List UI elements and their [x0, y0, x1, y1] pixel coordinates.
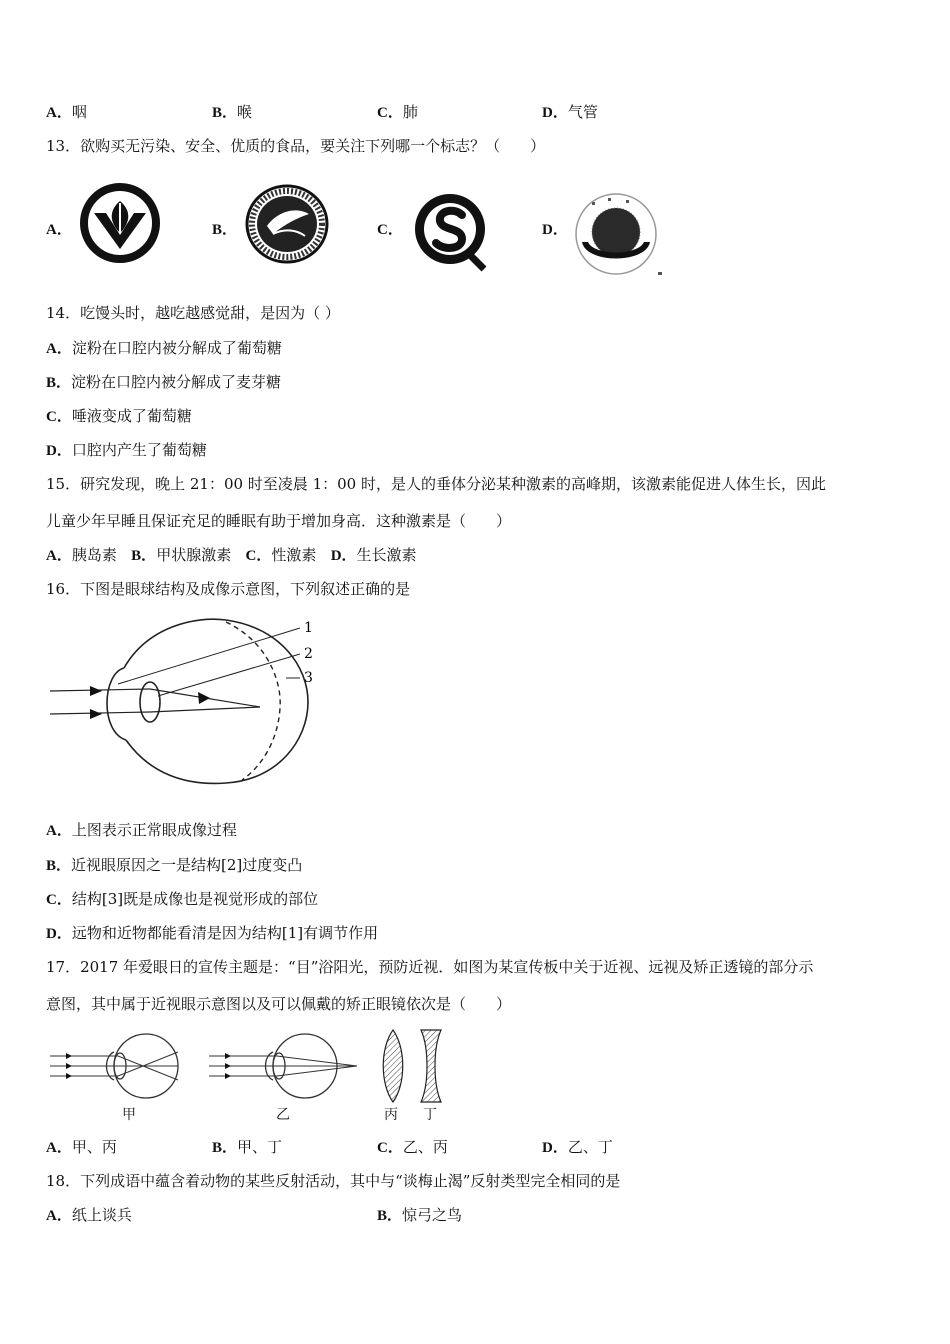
q17-stem-line-1: 17．2017 年爱眼日的宣传主题是：“目”浴阳光，预防近视．如图为某宣传板中关于近视、远视及矫正透镜的部分示	[46, 958, 814, 976]
q16-option-b: B．近视眼原因之一是结构[2]过度变凸	[46, 856, 303, 874]
eye-diagram-jia	[46, 1030, 186, 1100]
q13-stem: 13．欲购买无污染、安全、优质的食品，要关注下列哪一个标志？（ ）	[46, 137, 546, 155]
q17-option-a: A．甲、丙	[46, 1138, 117, 1156]
q12-option-d: D．气管	[542, 103, 598, 121]
q13-option-b: B．	[212, 222, 238, 238]
q15-options: A．胰岛素 B．甲状腺激素 C．性激素 D．生长激素	[46, 546, 417, 564]
eyeball-structure-diagram	[46, 612, 326, 790]
label-yi: 乙	[276, 1107, 290, 1123]
green-food-logo-icon	[80, 183, 160, 263]
q16-stem: 16．下图是眼球结构及成像示意图，下列叙述正确的是	[46, 580, 411, 598]
q17-stem-line-2: 意图，其中属于近视眼示意图以及可以佩戴的矫正眼镜依次是（ ）	[46, 995, 512, 1013]
q13-option-a: A．	[46, 222, 72, 238]
label-ding: 丁	[423, 1107, 437, 1123]
q15-stem-line-1: 15．研究发现，晚上 21：00 时至凌晨 1：00 时，是人的垂体分泌某种激素的高峰期，该激素能促进人体生长，因此	[46, 475, 826, 493]
label-jia: 甲	[122, 1107, 136, 1123]
q13-option-d: D．	[542, 222, 568, 238]
q17-option-b: B．甲、丁	[212, 1138, 283, 1156]
q16-option-a: A．上图表示正常眼成像过程	[46, 821, 237, 839]
convex-lens-bing	[378, 1028, 408, 1104]
eye-label-3: 3	[304, 670, 313, 686]
q18-option-b: B．惊弓之鸟	[377, 1206, 463, 1224]
q15-stem-line-2: 儿童少年早睡且保证充足的睡眠有助于增加身高．这种激素是（ ）	[46, 512, 512, 530]
q12-option-b: B．喉	[212, 103, 253, 121]
q13-option-c: C．	[377, 222, 403, 238]
q14-option-c: C．唾液变成了葡萄糖	[46, 407, 192, 425]
q16-option-c: C．结构[3]既是成像也是视觉形成的部位	[46, 890, 319, 908]
eye-label-2: 2	[304, 646, 313, 662]
q14-option-b: B．淀粉在口腔内被分解成了麦芽糖	[46, 373, 282, 391]
round-seal-logo-icon	[245, 184, 329, 264]
eye-label-1: 1	[304, 620, 313, 636]
qs-quality-logo-icon	[410, 191, 490, 273]
q12-option-c: C．肺	[377, 103, 418, 121]
q14-stem: 14．吃馒头时，越吃越感觉甜，是因为（ ）	[46, 304, 340, 322]
q14-option-a: A．淀粉在口腔内被分解成了葡萄糖	[46, 339, 282, 357]
eye-diagram-yi	[205, 1030, 365, 1100]
q14-option-d: D．口腔内产生了葡萄糖	[46, 441, 207, 459]
q17-option-d: D．乙、丁	[542, 1138, 613, 1156]
label-bing: 丙	[384, 1107, 398, 1123]
q18-option-a: A．纸上谈兵	[46, 1206, 132, 1224]
q12-option-a: A．咽	[46, 103, 87, 121]
q16-option-d: D．远物和近物都能看清是因为结构[1]有调节作用	[46, 924, 379, 942]
organic-food-logo-icon	[568, 192, 668, 278]
concave-lens-ding	[416, 1028, 446, 1104]
q17-option-c: C．乙、丙	[377, 1138, 448, 1156]
q18-stem: 18．下列成语中蕴含着动物的某些反射活动，其中与“谈梅止渴”反射类型完全相同的是	[46, 1172, 621, 1190]
